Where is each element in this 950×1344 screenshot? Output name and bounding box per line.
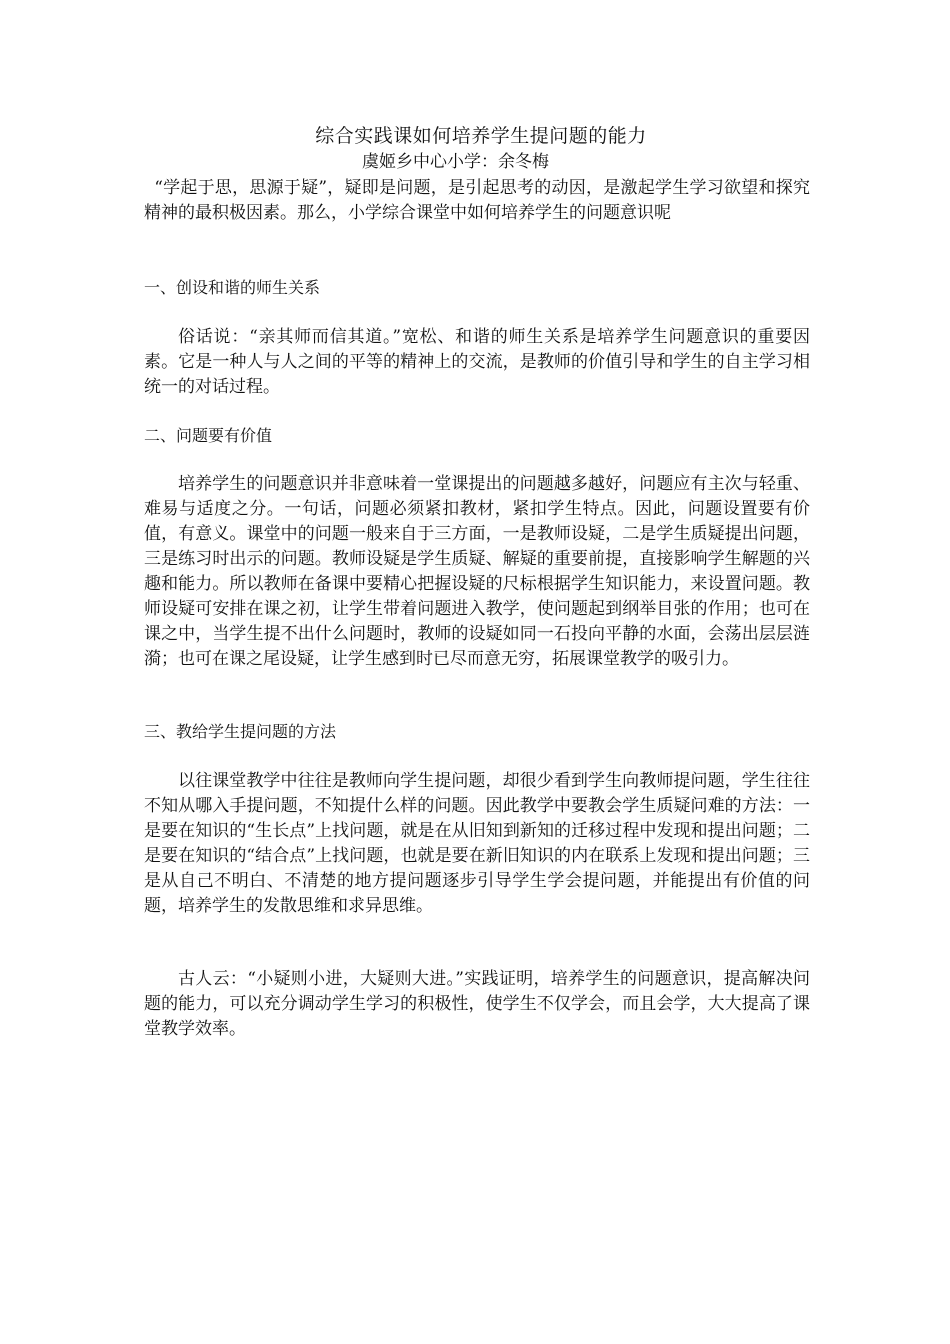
section-2-paragraph-1: 培养学生的问题意识并非意味着一堂课提出的问题越多越好，问题应有主次与轻重、难易与适度之分。一句话，问题必须紧扣教材，紧扣学生特点。因此，问题设置要有价值，有意义。课堂中的问题一般来自于三方面，一是教师设疑，二是学生质疑提出问题，三是练习时出示的问题。教师设疑是学生质疑、解疑的重要前提，直接影响学生解题的兴趣和能力。所以教师在备课中要精心把握设疑的尺标根据学生知识能力，来设置问题。教师设疑可安排在课之初，让学生带着问题进入教学，使问题起到纲举目张的作用；也可在课之中，当学生提不出什么问题时，教师的设疑如同一石投向平静的水面，会荡出层层涟漪；也可在课之尾设疑，让学生感到时已尽而意无穷，拓展课堂教学的吸引力。	[144, 474, 810, 669]
section-3-paragraph-2: 古人云：“小疑则小进，大疑则大进。”实践证明，培养学生的问题意识，提高解决问题的能力，可以充分调动学生学习的积极性，使学生不仅学会，而且会学，大大提高了课堂教学效率。	[144, 969, 810, 1039]
section-3-paragraph-1: 以往课堂教学中往往是教师向学生提问题，却很少看到学生向教师提问题，学生往往不知从哪入手提问题，不知提什么样的问题。因此教学中要教会学生质疑问难的方法：一是要在知识的“生长点”上找问题，就是在从旧知到新知的迁移过程中发现和提出问题；二是要在知识的“结合点”上找问题，也就是要在新旧知识的内在联系上发现和提出问题；三是从自己不明白、不清楚的地方提问题逐步引导学生学会提问题，并能提出有价值的问题，培养学生的发散思维和求异思维。	[144, 771, 810, 916]
intro-paragraph: “学起于思，思源于疑”，疑即是问题，是引起思考的动因，是激起学生学习欲望和探究精神的最积极因素。那么，小学综合课堂中如何培养学生的问题意识呢	[144, 178, 810, 223]
section-heading-2: 二、问题要有价值	[144, 426, 273, 445]
section-1-paragraph-1: 俗话说：“亲其师而信其道。”宽松、和谐的师生关系是培养学生问题意识的重要因素。它是一种人与人之间的平等的精神上的交流，是教师的价值引导和学生的自主学习相统一的对话过程。	[144, 327, 810, 397]
document-title: 综合实践课如何培养学生提问题的能力	[315, 125, 647, 147]
author-line: 虞姬乡中心小学：余冬梅	[362, 152, 549, 172]
section-heading-1: 一、创设和谐的师生关系	[144, 278, 321, 297]
section-heading-3: 三、教给学生提问题的方法	[144, 722, 337, 741]
